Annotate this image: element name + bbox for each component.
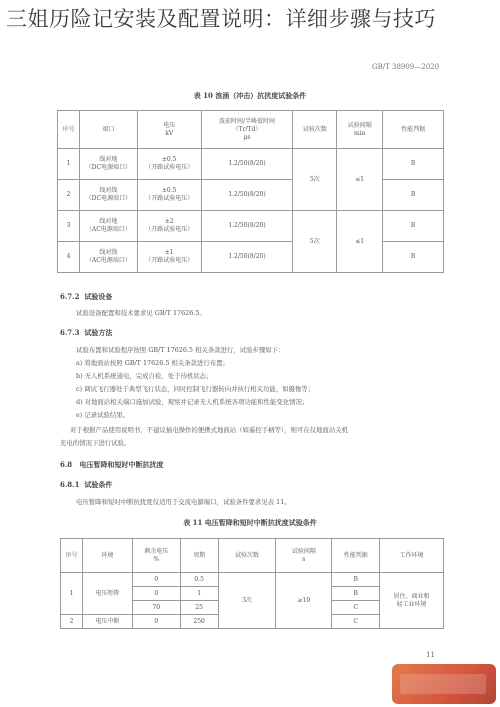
list-item: b) 无人机系统通电，完成自检，处于待机状态； [76, 372, 213, 380]
cell-no: 2 [61, 615, 83, 629]
cell-env: 电压中断 [82, 615, 132, 629]
paragraph-line: 对于根据产品使用说明书，不建议插电操作的便携式地面站（如遥控手柄等），则可在仅地面站关机 [70, 426, 348, 434]
section-heading-6-8-1 [60, 480, 112, 490]
paragraph-6-8-1: 电压暂降和短时中断抗扰度仅适用于交流电源端口，试验条件要求见表 11。 [76, 498, 291, 506]
cell-time: 1.2/50(8/20) [201, 180, 293, 211]
table-11-header: 环境 [82, 539, 132, 573]
table-row [58, 149, 444, 180]
table-10-header: 性能判据 [383, 111, 444, 149]
paragraph-line: 试验布置和试验程序按照 GB/T 17626.5 相关条款进行，试验步骤如下： [76, 346, 285, 354]
cell-port: 线对地 （DC电源端口） [79, 149, 137, 180]
table-11-header: 序号 [61, 539, 83, 573]
cell-level: B [383, 211, 444, 242]
cell-times: 5次 [293, 211, 337, 273]
table-row [58, 242, 444, 273]
cell-voltage: ±2 （开路试验电压） [137, 211, 201, 242]
section-heading-6-7-2 [60, 292, 112, 302]
cell-time: 1.2/50(8/20) [201, 242, 293, 273]
list-item: c) 调试飞行器处于典型飞行状态，同时控制飞行器转向并执行相关功能，如摄像等； [76, 385, 315, 393]
table-row [58, 211, 444, 242]
section-number: 6.8.1 [60, 480, 80, 489]
table-10-header: 电压 kV [137, 111, 201, 149]
cell-no: 3 [58, 211, 80, 242]
section-title: 电压暂降和短时中断抗扰度 [79, 460, 164, 469]
cell-interval: ≤1 [337, 149, 383, 211]
table-11-header: 性能判据 [332, 539, 380, 573]
table-10-header: 试验次数 [293, 111, 337, 149]
cell-level: C [332, 601, 380, 615]
table-11-header: 剩余电压 % [132, 539, 180, 573]
table-11 [60, 538, 444, 629]
list-item: d) 对地面站相关端口施加试验，观察并记录无人机系统各项功能和性能变化情况； [76, 398, 309, 406]
page-number: 11 [426, 651, 435, 659]
cell-port: 线对线 （AC电源端口） [79, 242, 137, 273]
section-title: 试验条件 [84, 480, 113, 489]
cell-level: C [332, 615, 380, 629]
table-11-header: 试验次数 [218, 539, 276, 573]
table-10-header: 试验间隔 min [337, 111, 383, 149]
watermark-logo [392, 664, 496, 704]
cell-level: B [383, 242, 444, 273]
table-11-header-row [61, 539, 444, 573]
cell-no: 2 [58, 180, 80, 211]
cell-level: B [383, 180, 444, 211]
table-11-header: 周期 [180, 539, 218, 573]
cell-workenv: 居住、商业和 轻工业环境 [380, 573, 444, 629]
section-heading-6-7-3 [60, 328, 112, 338]
section-number: 6.7.3 [60, 328, 80, 337]
cell-time: 1.2/50(8/20) [201, 211, 293, 242]
cell-no: 4 [58, 242, 80, 273]
cell-residual: 0 [132, 573, 180, 587]
cell-residual: 70 [132, 601, 180, 615]
cell-interval: ≥10 [276, 573, 332, 629]
section-heading-6-8 [60, 460, 164, 470]
cell-env: 电压暂降 [82, 573, 132, 615]
page-title: 三姐历险记安装及配置说明：详细步骤与技巧 [6, 7, 436, 31]
table-row [61, 573, 444, 587]
cell-period: 1 [180, 587, 218, 601]
section-title: 试验设备 [84, 292, 113, 301]
cell-port: 线对地 （AC电源端口） [79, 211, 137, 242]
section-title: 试验方法 [84, 328, 113, 337]
table-11-header: 工作环境 [380, 539, 444, 573]
cell-residual: 0 [132, 587, 180, 601]
table-10-header: 波前时间/半峰值时间 （Tr/Td） μs [201, 111, 293, 149]
section-number: 6.8 [60, 460, 73, 469]
cell-voltage: ±0.5 （开路试验电压） [137, 149, 201, 180]
paragraph-6-7-2: 试验设备配置和技术要求见 GB/T 17626.5。 [76, 309, 206, 317]
cell-times: 3次 [218, 573, 276, 629]
cell-time: 1.2/50(8/20) [201, 149, 293, 180]
cell-times: 5次 [293, 149, 337, 211]
cell-voltage: ±0.5 （开路试验电压） [137, 180, 201, 211]
cell-no: 1 [61, 573, 83, 615]
cell-port: 线对线 （DC电源端口） [79, 180, 137, 211]
cell-interval: ≤1 [337, 211, 383, 273]
cell-level: B [332, 573, 380, 587]
table-10-header-row [58, 111, 444, 149]
cell-level: B [383, 149, 444, 180]
cell-residual: 0 [132, 615, 180, 629]
section-number: 6.7.2 [60, 292, 80, 301]
standard-number: GB/T 38909—2020 [372, 63, 440, 71]
cell-period: 250 [180, 615, 218, 629]
cell-no: 1 [58, 149, 80, 180]
paragraph-line: 充电的情况下进行试验。 [60, 439, 131, 447]
table-11-header: 试验间隔 s [276, 539, 332, 573]
table-10 [57, 110, 444, 273]
list-item: e) 记录试验结果。 [76, 411, 130, 419]
cell-period: 0.5 [180, 573, 218, 587]
cell-voltage: ±1 （开路试验电压） [137, 242, 201, 273]
cell-period: 25 [180, 601, 218, 615]
table-row [58, 180, 444, 211]
table-10-header: 端口 [79, 111, 137, 149]
cell-level: B [332, 587, 380, 601]
list-item: a) 将地面站按照 GB/T 17626.5 相关条款进行布置； [76, 359, 229, 367]
table-10-caption: 表 10 浪涌（冲击）抗扰度试验条件 [193, 91, 307, 100]
table-11-caption: 表 11 电压暂降和短时中断抗扰度试验条件 [183, 518, 317, 527]
table-10-header: 序号 [58, 111, 80, 149]
